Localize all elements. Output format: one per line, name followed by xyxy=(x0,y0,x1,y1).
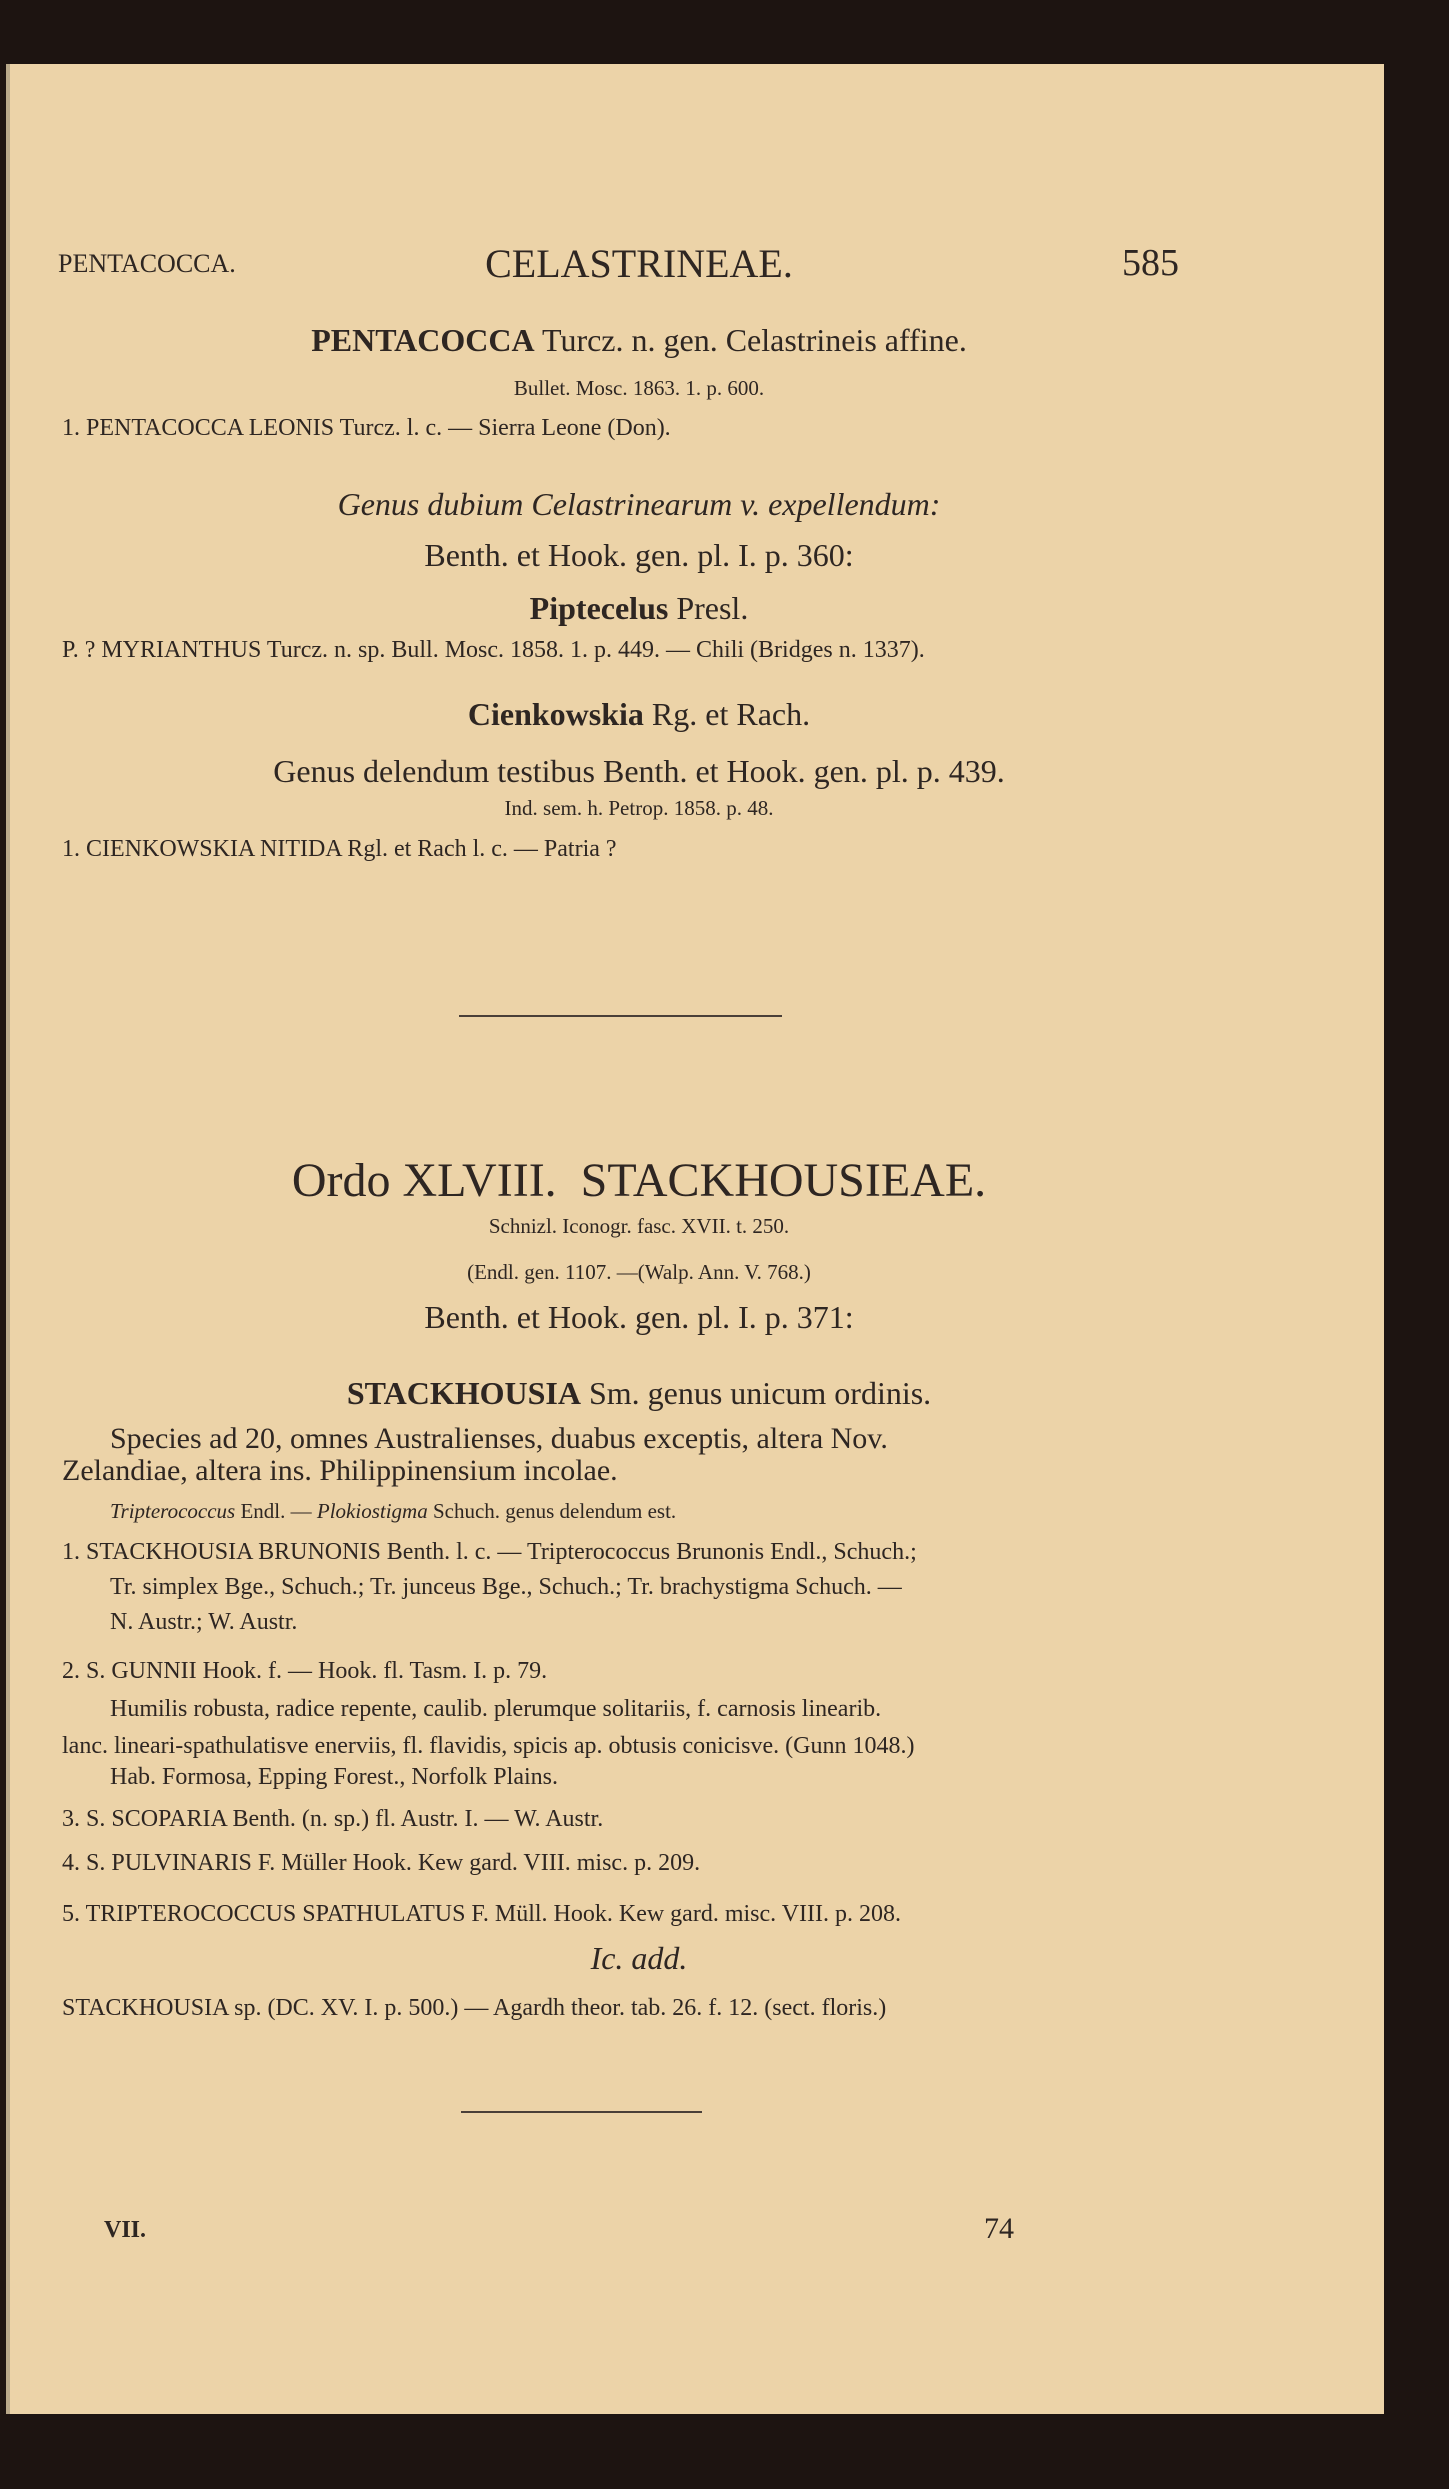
reference: Ind. sem. h. Petrop. 1858. p. 48. xyxy=(504,796,774,820)
species-entry: 3. S. SCOPARIA Benth. (n. sp.) fl. Austr. I. — W. Austr. xyxy=(62,1806,604,1832)
description: Zelandiae, altera ins. Philippinensium incolae. xyxy=(62,1454,618,1487)
divider xyxy=(461,2111,702,2113)
species-entry: 5. TRIPTEROCOCCUS SPATHULATUS F. Müll. Hook. Kew gard. misc. VIII. p. 208. xyxy=(62,1901,902,1927)
species-entry: 1. PENTACOCCA LEONIS Turcz. l. c. — Sierra Leone (Don). xyxy=(62,415,671,441)
signature-mark: VII. xyxy=(104,2217,147,2243)
synonym-note xyxy=(110,1501,676,1522)
running-head-title: CELASTRINEAE. xyxy=(485,241,793,286)
section-heading: Ic. add. xyxy=(590,1940,688,1976)
species-description: Humilis robusta, radice repente, caulib. plerumque solitariis, f. carnosis linearib. xyxy=(110,1696,882,1722)
synonym: Plokiostigma xyxy=(316,1499,428,1523)
species-entry: 4. S. PULVINARIS F. Müller Hook. Kew gard. VIII. misc. p. 209. xyxy=(62,1850,701,1876)
genus-heading-piptecelus xyxy=(62,592,1216,624)
genus-name: PENTACOCCA xyxy=(311,322,535,358)
species-entry: P. ? MYRIANTHUS Turcz. n. sp. Bull. Mosc. 1858. 1. p. 449. — Chili (Bridges n. 1337). xyxy=(62,637,925,663)
habitat: Hab. Formosa, Epping Forest., Norfolk Plains. xyxy=(110,1764,558,1790)
synonym-author: Endl. — xyxy=(240,1499,312,1523)
species-entry-cont: Tr. simplex Bge., Schuch.; Tr. junceus Bge., Schuch.; Tr. brachystigma Schuch. — xyxy=(110,1574,902,1600)
species-entry-cont: N. Austr.; W. Austr. xyxy=(110,1609,298,1635)
order-name: STACKHOUSIEAE. xyxy=(580,1154,987,1207)
order-heading xyxy=(62,1154,1216,1207)
reference: Benth. et Hook. gen. pl. I. p. 360: xyxy=(424,537,854,573)
genus-name: Cienkowskia xyxy=(467,696,644,732)
genus-name: Piptecelus xyxy=(529,590,669,626)
section-heading: Genus dubium Celastrinearum v. expellendum: xyxy=(337,486,941,522)
reference: (Endl. gen. 1107. —(Walp. Ann. V. 768.) xyxy=(467,1260,811,1284)
sheet-number: 74 xyxy=(984,2212,1014,2245)
genus-heading-cienkowskia xyxy=(62,698,1216,730)
genus-authority: Rg. et Rach. xyxy=(651,696,811,732)
description: Species ad 20, omnes Australienses, duabus exceptis, altera Nov. xyxy=(110,1422,888,1455)
species-entry: 1. CIENKOWSKIA NITIDA Rgl. et Rach l. c. — Patria ? xyxy=(62,836,617,862)
page-number: 585 xyxy=(1122,242,1179,284)
species-description: lanc. lineari-spathulatisve enerviis, fl. flavidis, spicis ap. obtusis conicisve. (Gunn 1048.) xyxy=(62,1733,915,1759)
genus-heading-pentacocca xyxy=(62,324,1216,356)
order-number: Ordo XLVIII. xyxy=(291,1154,557,1207)
running-head-left: PENTACOCCA. xyxy=(58,249,236,278)
reference: Bullet. Mosc. 1863. 1. p. 600. xyxy=(513,376,765,400)
reference: Benth. et Hook. gen. pl. I. p. 371: xyxy=(424,1299,854,1335)
genus-authority: Presl. xyxy=(676,590,749,626)
synonym: Tripterococcus xyxy=(110,1499,236,1523)
genus-authority: Turcz. n. gen. Celastrineis affine. xyxy=(542,322,967,358)
genus-authority: Sm. genus unicum ordinis. xyxy=(588,1375,932,1411)
genus-heading-stackhousia xyxy=(62,1377,1216,1409)
icon-reference: STACKHOUSIA sp. (DC. XV. I. p. 500.) — Agardh theor. tab. 26. f. 12. (sect. floris.) xyxy=(62,1995,887,2021)
species-entry: 2. S. GUNNII Hook. f. — Hook. fl. Tasm. I. p. 79. xyxy=(62,1658,548,1684)
reference: Schnizl. Iconogr. fasc. XVII. t. 250. xyxy=(488,1214,790,1238)
genus-name: STACKHOUSIA xyxy=(346,1375,581,1411)
species-entry: 1. STACKHOUSIA BRUNONIS Benth. l. c. — Tripterococcus Brunonis Endl., Schuch.; xyxy=(62,1539,917,1565)
divider xyxy=(459,1015,782,1017)
note: Genus delendum testibus Benth. et Hook. gen. pl. p. 439. xyxy=(273,753,1005,789)
book-page xyxy=(6,64,1384,2414)
synonym-author: Schuch. genus delendum est. xyxy=(432,1499,677,1523)
